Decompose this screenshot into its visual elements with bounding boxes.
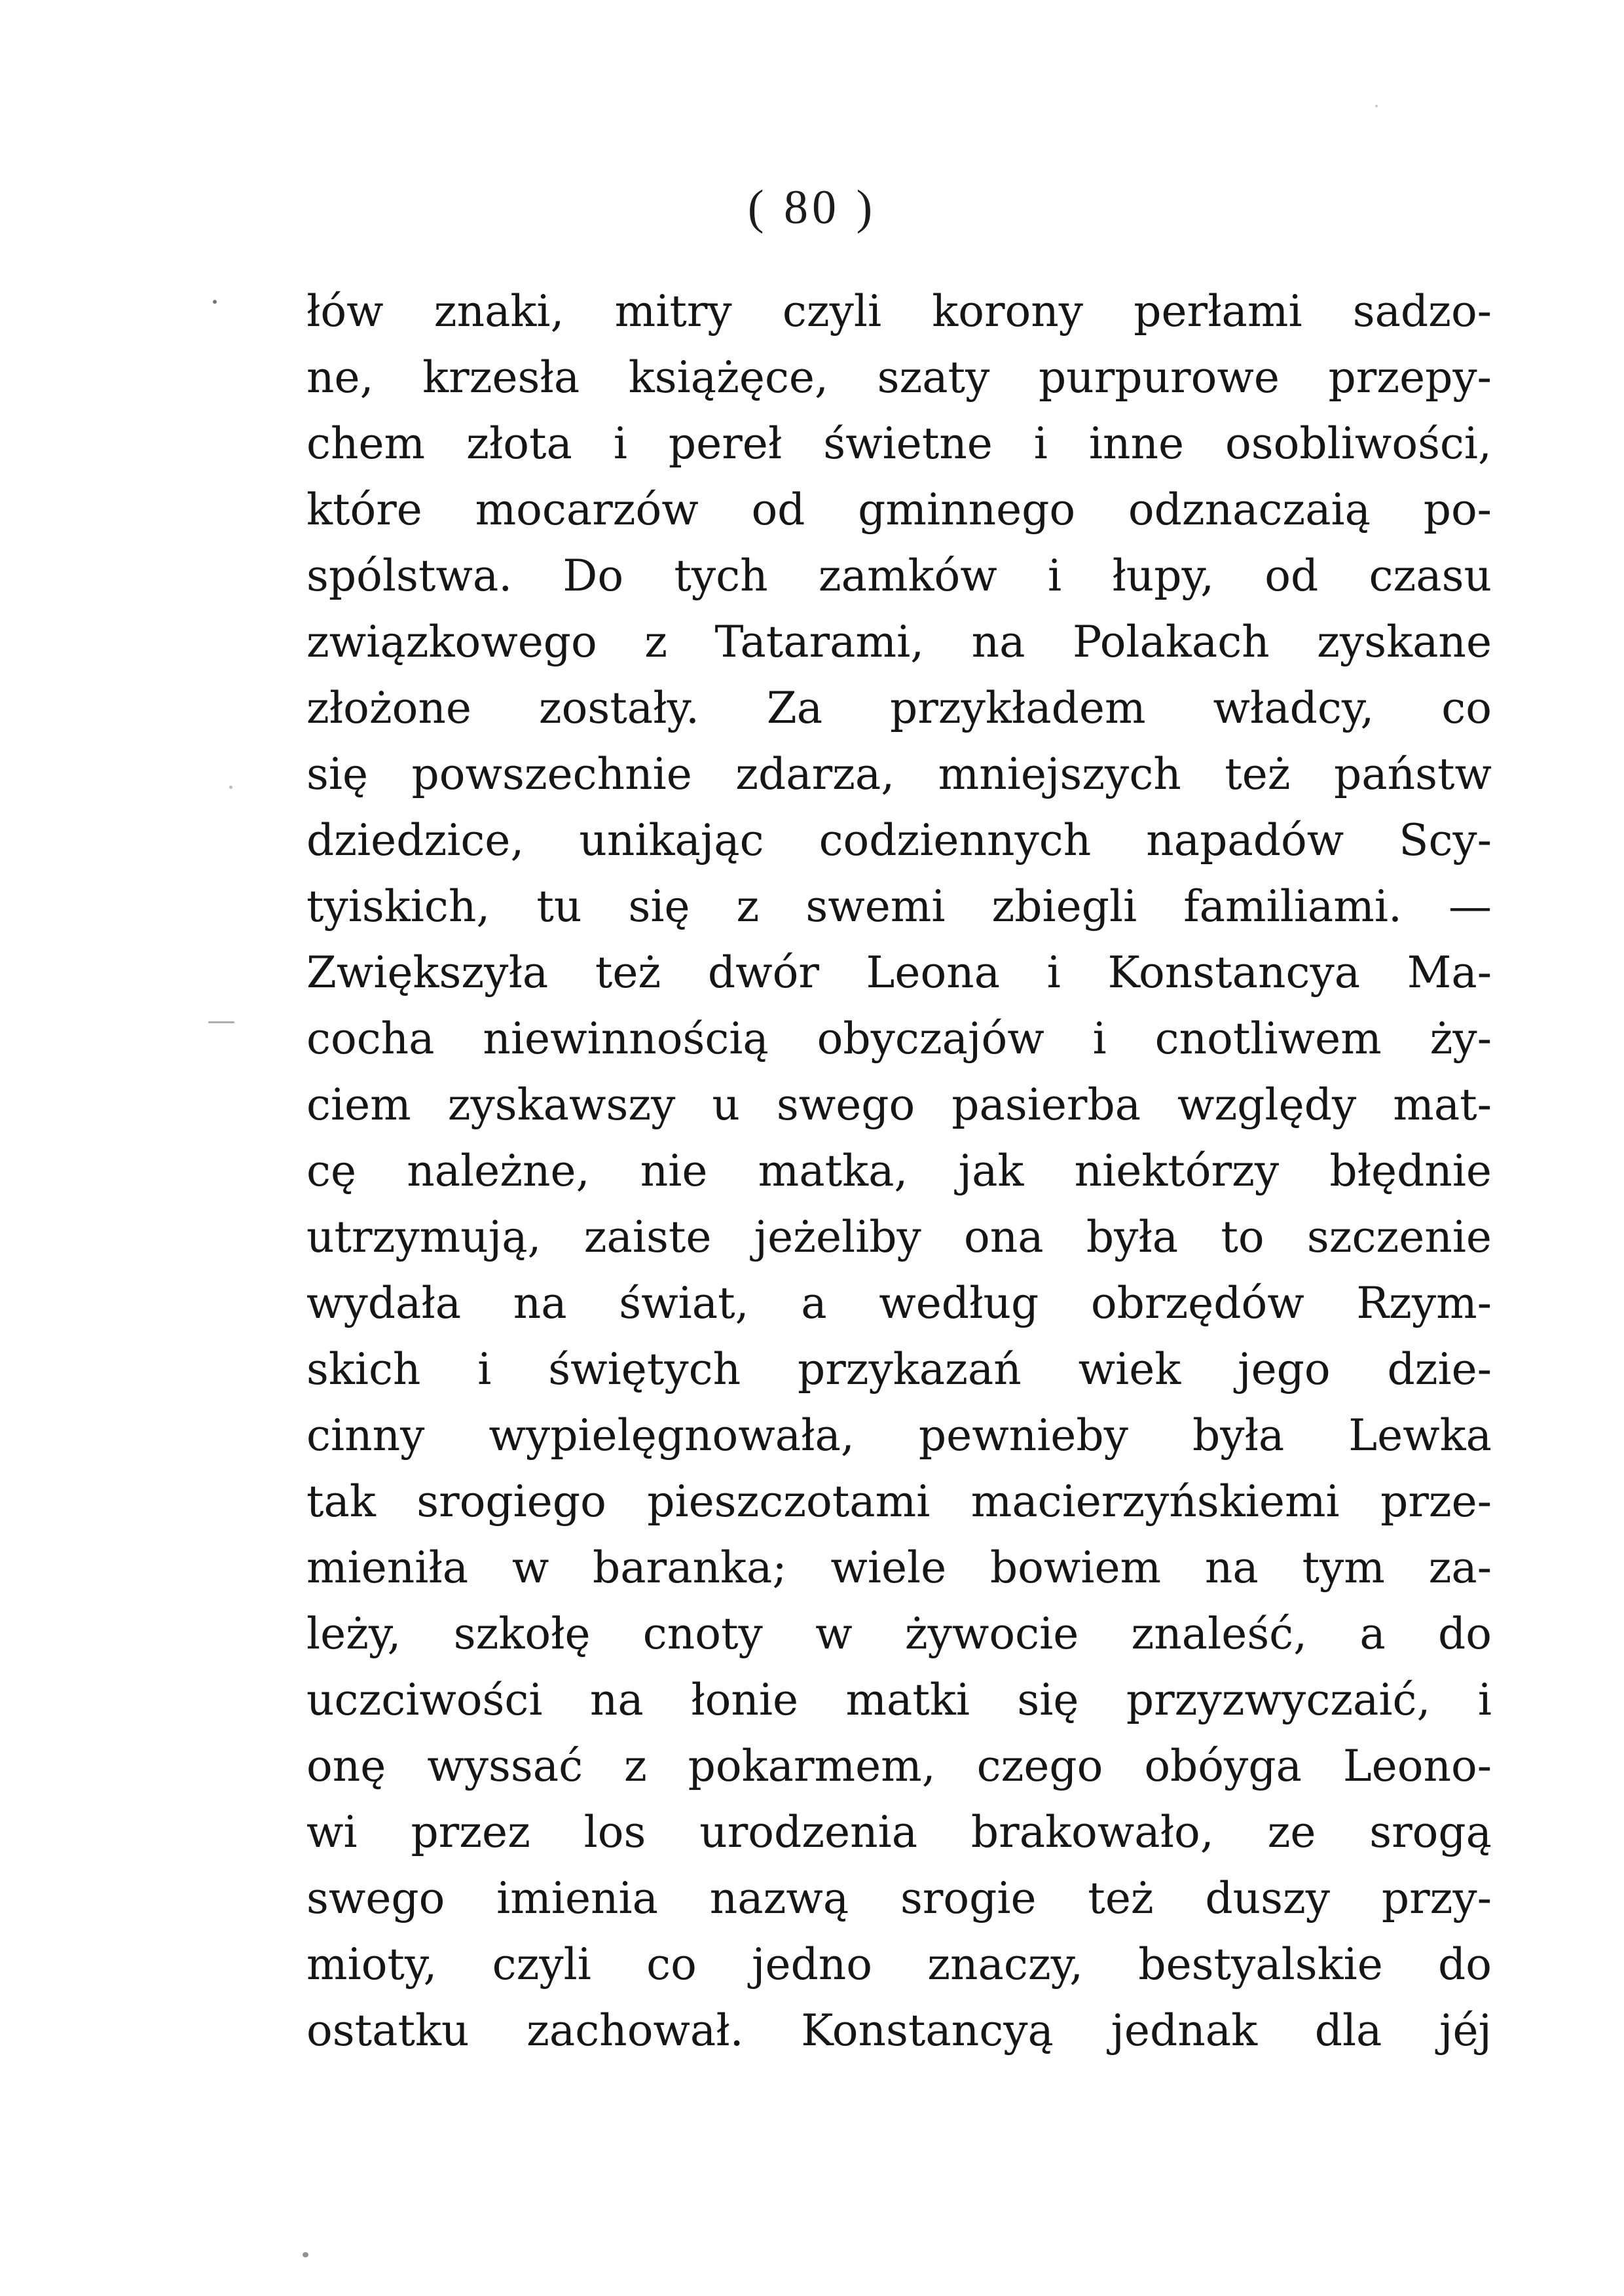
text-line: ciem zyskawszy u swego pasierba względy mat- [306, 1080, 1492, 1130]
text-line: spólstwa. Do tych zamków i łupy, od czasu [306, 551, 1492, 601]
text-line: ostatku zachował. Konstancyą jednak dla jéj [306, 2005, 1492, 2056]
text-line: onę wyssać z pokarmem, czego obóyga Leono- [306, 1741, 1492, 1791]
text-line: leży, szkołę cnoty w żywocie znaleść, a do [306, 1609, 1492, 1659]
scan-speck [229, 786, 232, 789]
text-line: cinny wypielęgnowała, pewnieby była Lewka [306, 1410, 1492, 1461]
text-line: tak srogiego pieszczotami macierzyńskiemi prze- [306, 1476, 1492, 1527]
text-line: cę należne, nie matka, jak niektórzy błędnie [306, 1146, 1492, 1196]
text-line: wi przez los urodzenia brakowało, ze srogą [306, 1807, 1492, 1857]
text-line: swego imienia nazwą srogie też duszy przy- [306, 1873, 1492, 1923]
page-number: ( 80 ) [747, 181, 877, 234]
scan-speck [208, 1021, 234, 1023]
text-line: dziedzice, unikając codziennych napadów Scy- [306, 815, 1492, 866]
text-line: złożone zostały. Za przykładem władcy, co [306, 683, 1492, 733]
text-line: mieniła w baranka; wiele bowiem na tym za- [306, 1542, 1492, 1593]
text-line: utrzymują, zaiste jeżeliby ona była to szczenie [306, 1212, 1492, 1262]
text-line: mioty, czyli co jedno znaczy, bestyalskie do [306, 1939, 1492, 1990]
text-line: wydała na świat, a według obrzędów Rzym- [306, 1278, 1492, 1328]
text-line: łów znaki, mitry czyli korony perłami sadzo- [306, 286, 1492, 337]
scan-speck [303, 2252, 308, 2257]
text-line: się powszechnie zdarza, mniejszych też państw [306, 749, 1492, 799]
body-text [306, 278, 1492, 2064]
text-line: Zwiększyła też dwór Leona i Konstancya Ma- [306, 947, 1492, 998]
text-line: skich i świętych przykazań wiek jego dzie- [306, 1344, 1492, 1394]
text-line: ne, krzesła książęce, szaty purpurowe przepy- [306, 352, 1492, 403]
text-line: tyiskich, tu się z swemi zbiegli familiami. — [306, 881, 1492, 932]
scan-speck [213, 300, 217, 304]
text-line: cocha niewinnością obyczajów i cnotliwem ży- [306, 1013, 1492, 1064]
text-line: które mocarzów od gminnego odznaczaią po- [306, 484, 1492, 535]
text-line: chem złota i pereł świetne i inne osobliwości, [306, 418, 1492, 469]
text-line: uczciwości na łonie matki się przyzwyczaić, i [306, 1675, 1492, 1725]
text-line: związkowego z Tatarami, na Polakach zyskane [306, 617, 1492, 667]
scan-speck [1375, 105, 1378, 107]
